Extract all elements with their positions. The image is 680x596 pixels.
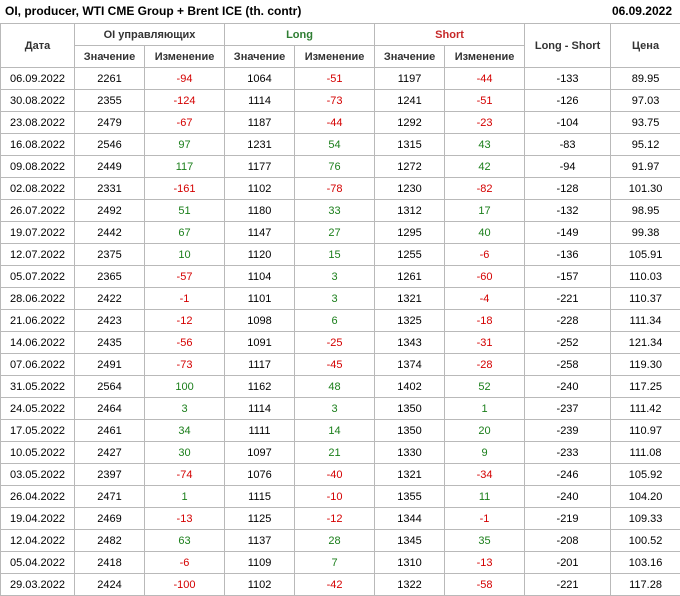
cell-price: 89.95 [611,68,680,90]
cell-long-value: 1064 [225,68,295,90]
cell-long-short: -252 [525,332,611,354]
table-row [1,244,680,266]
cell-oi-change: 10 [145,244,225,266]
cell-oi-change: -100 [145,574,225,596]
table-row [1,266,680,288]
cell-short-change: -82 [445,178,525,200]
cell-short-value: 1321 [375,464,445,486]
cell-oi-change: -67 [145,112,225,134]
cell-short-value: 1261 [375,266,445,288]
column-header-short-value: Значение [375,46,445,68]
cell-short-change: -31 [445,332,525,354]
cell-short-change: 11 [445,486,525,508]
cell-date: 05.07.2022 [1,266,75,288]
cell-long-value: 1101 [225,288,295,310]
cell-short-change: -23 [445,112,525,134]
cell-long-short: -219 [525,508,611,530]
cell-long-value: 1177 [225,156,295,178]
cell-long-short: -228 [525,310,611,332]
cell-oi-change: -13 [145,508,225,530]
cell-long-change: 3 [295,288,375,310]
cell-oi-change: -161 [145,178,225,200]
cell-price: 119.30 [611,354,680,376]
table-row [1,508,680,530]
cell-short-value: 1350 [375,398,445,420]
table-row [1,178,680,200]
header-row-groups [1,24,680,46]
cell-short-value: 1325 [375,310,445,332]
cell-price: 117.28 [611,574,680,596]
cell-short-value: 1344 [375,508,445,530]
cell-price: 110.37 [611,288,680,310]
column-header-date: Дата [1,24,75,68]
cell-oi-change: 34 [145,420,225,442]
cell-oi-value: 2424 [75,574,145,596]
table-row [1,200,680,222]
cell-short-change: 9 [445,442,525,464]
cell-long-short: -201 [525,552,611,574]
cell-date: 19.07.2022 [1,222,75,244]
cell-long-value: 1114 [225,398,295,420]
table-row [1,288,680,310]
cell-long-short: -208 [525,530,611,552]
cell-date: 02.08.2022 [1,178,75,200]
cell-short-value: 1230 [375,178,445,200]
cell-long-short: -246 [525,464,611,486]
cell-long-value: 1114 [225,90,295,112]
cell-oi-change: 1 [145,486,225,508]
cell-short-value: 1322 [375,574,445,596]
cell-short-change: -18 [445,310,525,332]
cell-long-short: -237 [525,398,611,420]
cell-short-value: 1255 [375,244,445,266]
cell-long-change: 15 [295,244,375,266]
cell-long-change: 54 [295,134,375,156]
cell-oi-value: 2435 [75,332,145,354]
cell-long-short: -133 [525,68,611,90]
column-header-price: Цена [611,24,680,68]
cell-oi-value: 2469 [75,508,145,530]
column-header-oi-value: Значение [75,46,145,68]
cell-long-value: 1117 [225,354,295,376]
cell-date: 17.05.2022 [1,420,75,442]
cell-oi-change: -12 [145,310,225,332]
table-row [1,552,680,574]
cell-long-value: 1109 [225,552,295,574]
cell-short-change: -13 [445,552,525,574]
cell-price: 110.03 [611,266,680,288]
cell-date: 29.03.2022 [1,574,75,596]
cell-oi-change: -56 [145,332,225,354]
table-row [1,156,680,178]
cell-short-value: 1272 [375,156,445,178]
cell-short-change: -44 [445,68,525,90]
cell-date: 14.06.2022 [1,332,75,354]
cell-oi-change: 51 [145,200,225,222]
cell-long-change: 3 [295,266,375,288]
cell-short-value: 1355 [375,486,445,508]
cell-oi-value: 2331 [75,178,145,200]
cell-short-change: 52 [445,376,525,398]
cell-price: 111.42 [611,398,680,420]
cell-oi-value: 2375 [75,244,145,266]
cell-long-short: -128 [525,178,611,200]
report-date: 06.09.2022 [612,4,672,18]
column-group-oi: OI управляющих [75,24,225,46]
cell-short-value: 1310 [375,552,445,574]
table-header [1,24,680,68]
cell-long-value: 1137 [225,530,295,552]
table-row [1,332,680,354]
cell-long-change: 6 [295,310,375,332]
cell-oi-value: 2355 [75,90,145,112]
cell-oi-value: 2479 [75,112,145,134]
cell-short-value: 1312 [375,200,445,222]
page-title: OI, producer, WTI CME Group + Brent ICE (th. contr) [5,4,301,18]
cell-long-value: 1102 [225,178,295,200]
table-row [1,486,680,508]
cell-short-value: 1295 [375,222,445,244]
cell-long-change: -44 [295,112,375,134]
cell-price: 109.33 [611,508,680,530]
cell-date: 10.05.2022 [1,442,75,464]
cell-long-short: -221 [525,288,611,310]
cell-price: 117.25 [611,376,680,398]
cell-long-change: 3 [295,398,375,420]
cell-long-change: -42 [295,574,375,596]
cell-long-short: -233 [525,442,611,464]
cell-price: 100.52 [611,530,680,552]
cell-price: 105.92 [611,464,680,486]
cell-long-value: 1147 [225,222,295,244]
cell-long-change: -12 [295,508,375,530]
cell-long-short: -157 [525,266,611,288]
cell-short-change: 1 [445,398,525,420]
cell-long-value: 1187 [225,112,295,134]
cell-oi-change: -57 [145,266,225,288]
cell-long-short: -258 [525,354,611,376]
column-header-oi-change: Изменение [145,46,225,68]
cell-long-short: -132 [525,200,611,222]
cell-date: 12.07.2022 [1,244,75,266]
cell-oi-change: 3 [145,398,225,420]
cell-long-short: -221 [525,574,611,596]
cell-oi-change: -74 [145,464,225,486]
cell-date: 06.09.2022 [1,68,75,90]
cell-price: 91.97 [611,156,680,178]
cell-long-value: 1102 [225,574,295,596]
table-row [1,310,680,332]
cell-short-change: -6 [445,244,525,266]
cell-long-change: 7 [295,552,375,574]
cell-oi-value: 2442 [75,222,145,244]
table-body [1,68,680,596]
table-row [1,442,680,464]
cell-long-change: -10 [295,486,375,508]
cell-long-change: -25 [295,332,375,354]
cell-oi-value: 2461 [75,420,145,442]
cell-short-change: -58 [445,574,525,596]
cell-price: 95.12 [611,134,680,156]
cell-short-change: 42 [445,156,525,178]
cell-oi-change: 67 [145,222,225,244]
cell-oi-value: 2546 [75,134,145,156]
cell-price: 99.38 [611,222,680,244]
table-row [1,530,680,552]
cell-long-change: -78 [295,178,375,200]
table-row [1,68,680,90]
page-header [0,0,680,23]
cell-long-short: -136 [525,244,611,266]
cell-long-change: -40 [295,464,375,486]
cell-date: 26.04.2022 [1,486,75,508]
cell-short-value: 1402 [375,376,445,398]
cell-oi-value: 2464 [75,398,145,420]
cell-short-value: 1330 [375,442,445,464]
cell-short-value: 1321 [375,288,445,310]
cell-long-value: 1120 [225,244,295,266]
cell-oi-value: 2365 [75,266,145,288]
cell-short-change: -51 [445,90,525,112]
cell-date: 28.06.2022 [1,288,75,310]
cell-long-value: 1111 [225,420,295,442]
cell-date: 03.05.2022 [1,464,75,486]
cell-short-change: -4 [445,288,525,310]
cot-data-table [0,23,680,596]
cell-price: 104.20 [611,486,680,508]
cell-long-change: 21 [295,442,375,464]
cell-long-change: 48 [295,376,375,398]
cell-oi-change: 30 [145,442,225,464]
cell-long-value: 1104 [225,266,295,288]
cell-price: 93.75 [611,112,680,134]
cell-oi-value: 2427 [75,442,145,464]
cell-oi-value: 2482 [75,530,145,552]
cell-date: 23.08.2022 [1,112,75,134]
table-row [1,112,680,134]
cell-oi-value: 2492 [75,200,145,222]
cell-short-value: 1343 [375,332,445,354]
cell-date: 05.04.2022 [1,552,75,574]
table-row [1,222,680,244]
cell-date: 24.05.2022 [1,398,75,420]
cell-short-change: 20 [445,420,525,442]
cell-price: 98.95 [611,200,680,222]
cell-oi-value: 2422 [75,288,145,310]
cell-long-short: -104 [525,112,611,134]
cell-date: 31.05.2022 [1,376,75,398]
cell-long-value: 1180 [225,200,295,222]
table-row [1,398,680,420]
cell-long-value: 1125 [225,508,295,530]
cell-oi-change: 63 [145,530,225,552]
table-row [1,354,680,376]
cell-price: 105.91 [611,244,680,266]
cell-price: 103.16 [611,552,680,574]
column-group-long: Long [225,24,375,46]
cell-long-value: 1091 [225,332,295,354]
cell-short-change: -1 [445,508,525,530]
table-row [1,420,680,442]
cell-date: 07.06.2022 [1,354,75,376]
cell-short-change: 43 [445,134,525,156]
cell-oi-value: 2491 [75,354,145,376]
cell-oi-value: 2564 [75,376,145,398]
cell-oi-change: -1 [145,288,225,310]
cell-long-value: 1115 [225,486,295,508]
cell-short-value: 1350 [375,420,445,442]
cell-short-change: -34 [445,464,525,486]
cell-oi-change: -94 [145,68,225,90]
cell-long-change: 28 [295,530,375,552]
cell-oi-change: -73 [145,354,225,376]
cell-price: 121.34 [611,332,680,354]
cell-oi-change: -6 [145,552,225,574]
column-header-long-value: Значение [225,46,295,68]
cell-short-value: 1345 [375,530,445,552]
cell-long-value: 1098 [225,310,295,332]
cell-long-value: 1231 [225,134,295,156]
cell-long-value: 1097 [225,442,295,464]
table-row [1,376,680,398]
cell-short-value: 1315 [375,134,445,156]
cell-long-short: -240 [525,486,611,508]
cell-date: 12.04.2022 [1,530,75,552]
cell-long-change: 33 [295,200,375,222]
cell-long-change: -45 [295,354,375,376]
cell-date: 26.07.2022 [1,200,75,222]
column-group-short: Short [375,24,525,46]
cell-short-change: -28 [445,354,525,376]
cell-long-short: -83 [525,134,611,156]
cell-oi-value: 2397 [75,464,145,486]
column-header-long-short: Long - Short [525,24,611,68]
table-row [1,574,680,596]
cell-oi-value: 2471 [75,486,145,508]
cell-long-short: -149 [525,222,611,244]
cell-long-short: -94 [525,156,611,178]
cell-price: 110.97 [611,420,680,442]
cell-short-change: -60 [445,266,525,288]
table-row [1,134,680,156]
cell-date: 30.08.2022 [1,90,75,112]
cell-price: 101.30 [611,178,680,200]
cell-short-value: 1197 [375,68,445,90]
cell-price: 97.03 [611,90,680,112]
cell-oi-change: 100 [145,376,225,398]
cell-date: 09.08.2022 [1,156,75,178]
cell-short-change: 17 [445,200,525,222]
cell-oi-value: 2261 [75,68,145,90]
table-row [1,90,680,112]
column-header-long-change: Изменение [295,46,375,68]
cell-long-value: 1162 [225,376,295,398]
cell-date: 21.06.2022 [1,310,75,332]
cell-short-value: 1241 [375,90,445,112]
cell-long-short: -240 [525,376,611,398]
cell-long-change: 76 [295,156,375,178]
cell-long-change: 27 [295,222,375,244]
cell-long-change: 14 [295,420,375,442]
cell-price: 111.08 [611,442,680,464]
cell-long-short: -239 [525,420,611,442]
table-row [1,464,680,486]
cell-oi-value: 2423 [75,310,145,332]
cell-short-change: 35 [445,530,525,552]
cell-long-change: -73 [295,90,375,112]
cell-short-change: 40 [445,222,525,244]
cell-oi-value: 2418 [75,552,145,574]
cell-long-short: -126 [525,90,611,112]
cell-date: 19.04.2022 [1,508,75,530]
cell-oi-value: 2449 [75,156,145,178]
column-header-short-change: Изменение [445,46,525,68]
cell-long-value: 1076 [225,464,295,486]
cell-short-value: 1374 [375,354,445,376]
cell-long-change: -51 [295,68,375,90]
cell-oi-change: 97 [145,134,225,156]
cell-oi-change: 117 [145,156,225,178]
cell-short-value: 1292 [375,112,445,134]
cell-oi-change: -124 [145,90,225,112]
cell-date: 16.08.2022 [1,134,75,156]
cell-price: 111.34 [611,310,680,332]
